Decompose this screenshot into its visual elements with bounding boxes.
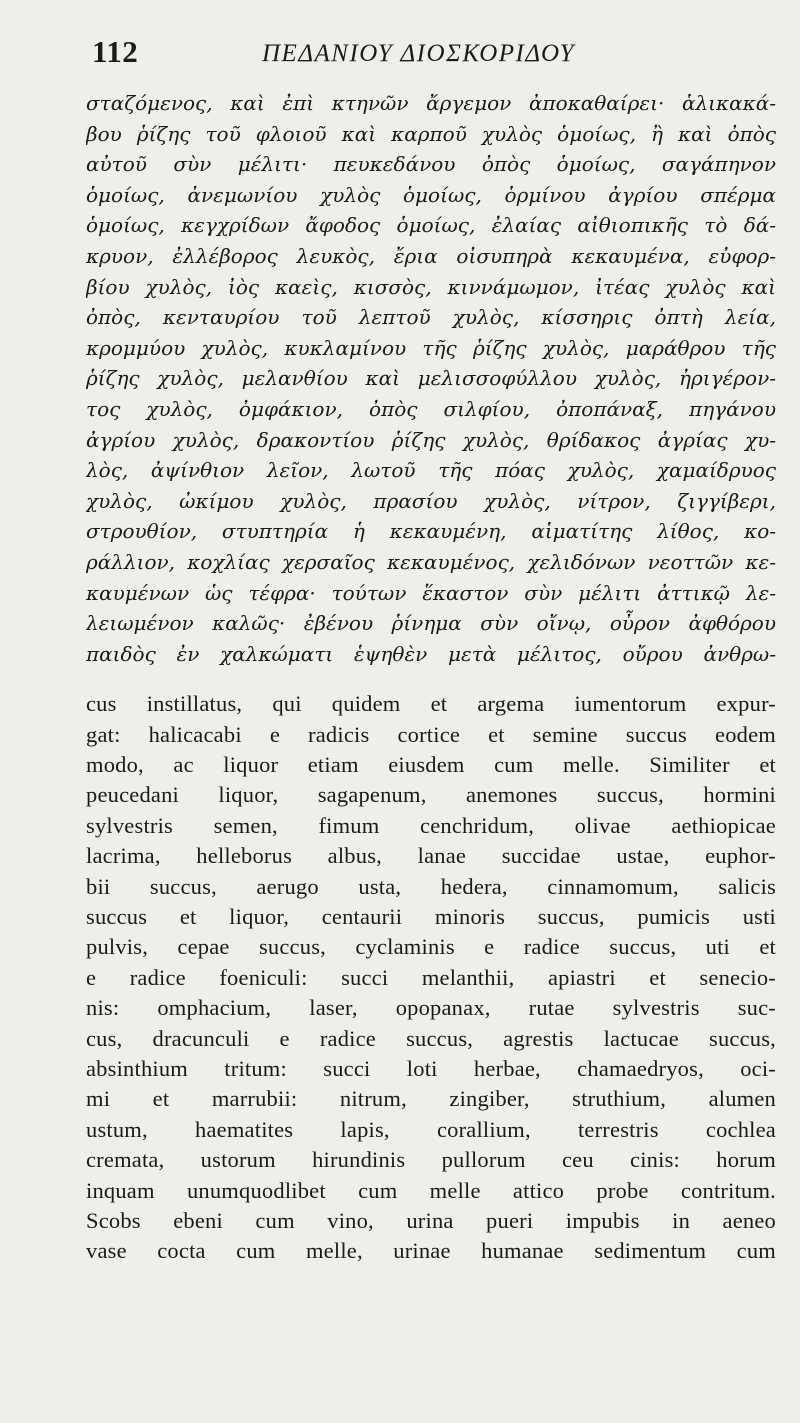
latin-line: cremata, ustorum hirundinis pullorum ceu cinis: horum <box>86 1147 776 1173</box>
greek-line: στρουθίον, στυπτηρία ἡ κεκαυμένη, αἱματίτης λίθος, κο- <box>86 519 776 544</box>
greek-text-block <box>86 88 776 669</box>
latin-line: mi et marrubii: nitrum, zingiber, struthium, alumen <box>86 1086 776 1112</box>
greek-line: τος χυλὸς, ὀμφάκιον, ὀπὸς σιλφίου, ὀποπάναξ, πηγάνου <box>86 396 776 421</box>
greek-line: αὐτοῦ σὺν μέλιτι· πευκεδάνου ὀπὸς ὁμοίως, σαγάπηνον <box>86 152 776 177</box>
latin-line: absinthium tritum: succi loti herbae, chamaedryos, oci- <box>86 1055 776 1081</box>
latin-text-block <box>86 689 776 1266</box>
greek-line: χυλὸς, ὠκίμου χυλὸς, πρασίου χυλὸς, νίτρον, ζιγγίβερι, <box>86 488 776 513</box>
latin-line: inquam unumquodlibet cum melle attico probe contritum. <box>86 1177 776 1203</box>
latin-line: vase cocta cum melle, urinae humanae sedimentum cum <box>86 1238 776 1264</box>
greek-line: κρυον, ἐλλέβορος λευκὸς, ἔρια οἰσυπηρὰ κεκαυμένα, εὐφορ- <box>86 243 776 268</box>
section-gap <box>86 669 776 689</box>
latin-line: succus et liquor, centaurii minoris succus, pumicis usti <box>86 904 776 930</box>
latin-line: nis: omphacium, laser, opopanax, rutae sylvestris suc- <box>86 995 776 1021</box>
latin-line: gat: halicacabi e radicis cortice et semine succus eodem <box>86 721 776 747</box>
latin-line: lacrima, helleborus albus, lanae succidae ustae, euphor- <box>86 843 776 869</box>
latin-line: cus instillatus, qui quidem et argema iumentorum expur- <box>86 691 776 717</box>
latin-line: ustum, haematites lapis, corallium, terrestris cochlea <box>86 1116 776 1142</box>
greek-line: λειωμένον καλῶς· ἐβένου ῥίνημα σὺν οἴνῳ, οὖρον ἀφθόρου <box>86 611 776 636</box>
greek-line: ράλλιον, κοχλίας χερσαῖος κεκαυμένος, χελιδόνων νεοττῶν κε- <box>86 549 776 574</box>
latin-line: peucedani liquor, sagapenum, anemones succus, hormini <box>86 782 776 808</box>
greek-line: βου ῥίζης τοῦ φλοιοῦ καὶ καρποῦ χυλὸς ὁμοίως, ἢ καὶ ὀπὸς <box>86 121 776 146</box>
greek-line: ὁμοίως, κεγχρίδων ἄφοδος ὁμοίως, ἐλαίας αἰθιοπικῆς τὸ δά- <box>86 213 776 238</box>
greek-line: ὁμοίως, ἀνεμωνίου χυλὸς ὁμοίως, ὁρμίνου ἀγρίου σπέρμα <box>86 182 776 207</box>
latin-line: bii succus, aerugo usta, hedera, cinnamomum, salicis <box>86 873 776 899</box>
greek-line: ῥίζης χυλὸς, μελανθίου καὶ μελισσοφύλλου χυλὸς, ἠριγέρον- <box>86 366 776 391</box>
greek-line: παιδὸς ἐν χαλκώματι ἑψηθὲν μετὰ μέλιτος, οὔρου ἀνθρω- <box>86 641 776 666</box>
latin-line: cus, dracunculi e radice succus, agrestis lactucae succus, <box>86 1025 776 1051</box>
page-number: 112 <box>92 34 139 69</box>
greek-line: ἀγρίου χυλὸς, δρακοντίου ῥίζης χυλὸς, θρίδακος ἀγρίας χυ- <box>86 427 776 452</box>
greek-line: ὀπὸς, κενταυρίου τοῦ λεπτοῦ χυλὸς, κίσσηρις ὀπτὴ λεία, <box>86 305 776 330</box>
latin-line: modo, ac liquor etiam eiusdem cum melle. Similiter et <box>86 752 776 778</box>
latin-line: e radice foeniculi: succi melanthii, apiastri et senecio- <box>86 964 776 990</box>
running-head: ΠΕΔΑΝΙΟΥ ΔΙΟΣΚΟΡΙΔΟΥ <box>262 40 575 67</box>
latin-line: Scobs ebeni cum vino, urina pueri impubis in aeneo <box>86 1207 776 1233</box>
greek-line: βίου χυλὸς, ἰὸς καεὶς, κισσὸς, κιννάμωμον, ἰτέας χυλὸς καὶ <box>86 274 776 299</box>
latin-line: sylvestris semen, fimum cenchridum, olivae aethiopicae <box>86 812 776 838</box>
greek-line: κρομμύου χυλὸς, κυκλαμίνου τῆς ῥίζης χυλὸς, μαράθρου τῆς <box>86 335 776 360</box>
greek-line: σταζόμενος, καὶ ἐπὶ κτηνῶν ἄργεμον ἀποκαθαίρει· ἁλικακά- <box>86 91 776 115</box>
latin-line: pulvis, cepae succus, cyclaminis e radice succus, uti et <box>86 934 776 960</box>
greek-line: λὸς, ἀψίνθιον λεῖον, λωτοῦ τῆς πόας χυλὸς, χαμαίδρυος <box>86 458 776 483</box>
page-header <box>86 0 776 88</box>
greek-line: καυμένων ὡς τέφρα· τούτων ἕκαστον σὺν μέλιτι ἀττικῷ λε- <box>86 580 776 605</box>
